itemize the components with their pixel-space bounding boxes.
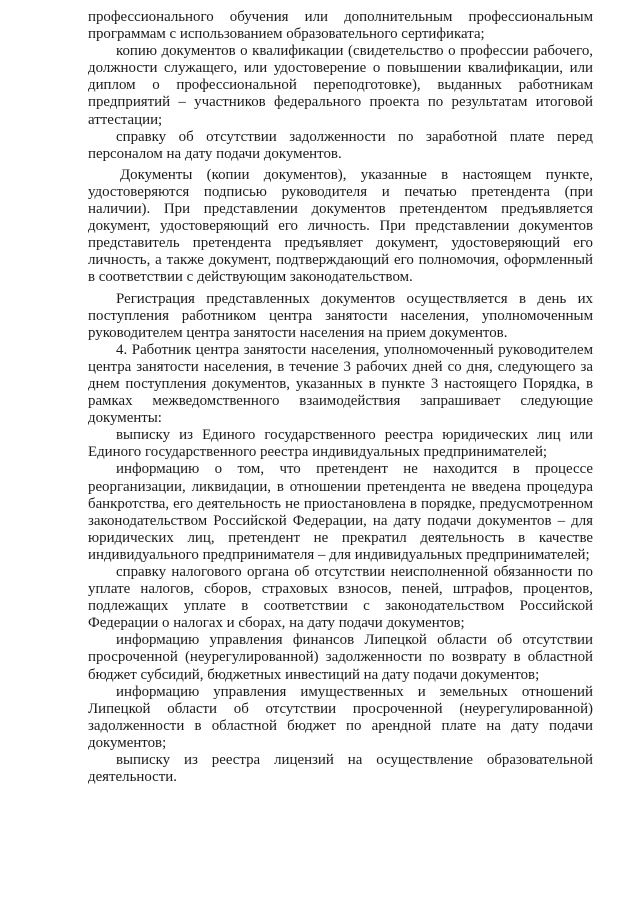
paragraph-document-certification: Документы (копии документов), указанные в настоящем пункте, удостоверяются подписью руководителя и печатью претендента (при наличии). При представлении документов претендентом предъявляется документ, удостоверяющий его личность. При представлении документов представитель претендента предъявляет документ, удостоверяющий его личность, а также документ, подтверждающий его полномочия, оформленный в соответствии с действующим законодательством.: [88, 166, 593, 286]
paragraph-item-4: 4. Работник центра занятости населения, уполномоченный руководителем центра занятости населения, в течение 3 рабочих дней со дня, следующего за днем поступления документов, указанных в пункте 3 настоящего Порядка, в рамках межведомственного взаимодействия запрашивает следующие документы:: [88, 341, 593, 427]
paragraph-registration: Регистрация представленных документов осуществляется в день их поступления работником центра занятости населения, уполномоченным руководителем центра занятости населения на прием документов.: [88, 290, 593, 341]
paragraph-registry-extract: выписку из Единого государственного реестра юридических лиц или Единого государственного реестра индивидуальных предпринимателей;: [88, 427, 593, 461]
paragraph-property-department-info: информацию управления имущественных и земельных отношений Липецкой области об отсутствии просроченной (неурегулированной) задолженности в областной бюджет по арендной плате на дату подачи документов;: [88, 683, 593, 751]
paragraph-finance-department-info: информацию управления финансов Липецкой области об отсутствии просроченной (неурегулированной) задолженности по возврату в областной бюджет субсидий, бюджетных инвестиций на дату подачи документов;: [88, 632, 593, 683]
paragraph-reorganization-info: информацию о том, что претендент не находится в процессе реорганизации, ликвидации, в отношении претендента не введена процедура банкротства, его деятельность не приостановлена в порядке, предусмотренном законодательством Российской Федерации, на дату подачи документов – для юридических лиц, претендент не прекратил деятельность в качестве индивидуального предпринимателя – для индивидуальных предпринимателей;: [88, 461, 593, 563]
paragraph-license-registry-extract: выписку из реестра лицензий на осуществление образовательной деятельности.: [88, 752, 593, 786]
paragraph-professional-training: профессионального обучения или дополнительным профессиональным программам с использованием образовательного сертификата;: [88, 9, 593, 43]
document-page: [88, 9, 593, 786]
paragraph-salary-debt-certificate: справку об отсутствии задолженности по заработной плате перед персоналом на дату подачи документов.: [88, 128, 593, 162]
paragraph-tax-certificate: справку налогового органа об отсутствии неисполненной обязанности по уплате налогов, сборов, страховых взносов, пеней, штрафов, процентов, подлежащих уплате в соответствии с законодательством Российской Федерации о налогах и сборах, на дату подачи документов;: [88, 564, 593, 632]
paragraph-qualification-documents: копию документов о квалификации (свидетельство о профессии рабочего, должности служащего, или удостоверение о повышении квалификации, или диплом о профессиональной переподготовке), выданных работникам предприятий – участников федерального проекта по результатам итоговой аттестации;: [88, 43, 593, 128]
